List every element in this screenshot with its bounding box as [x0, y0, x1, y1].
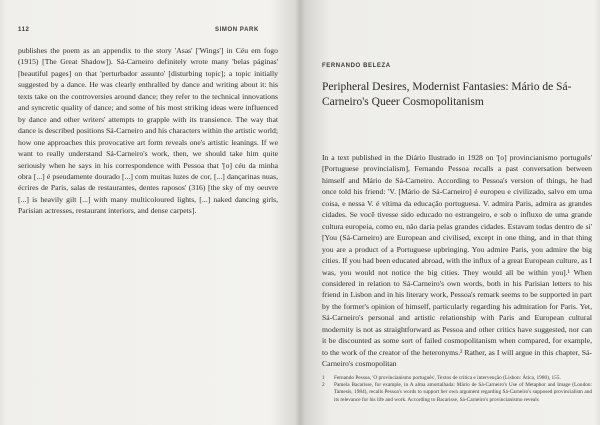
right-body-text: In a text published in the Diário Ilustrado in 1928 on '[o] provincianismo português' [Portuguese provincialism], Fernando Pessoa recalls a past conversation between himself and Mário de Sá-Carneiro. According to Pessoa's version of things, he had once told his friend: 'V. [Mário de Sá-Carneiro] é europeu e civilizado, salvo em uma coisa, e nessa V. é vítima da educação portuguesa. V. admira Paris, admira as grandes cidades. Se você tivesse sido educado no estrangeiro, e sob o influxo de uma grande cultura europeia, como eu, não daria pelas grandes cidades. Estavam todas dentro de si' [You (Sá-Carneiro) are European and civilised, except in one thing, and in that thing you are a product of a Portuguese upbringing. You admire Paris, you admire the big cities. If you had been educated abroad, with the influx of a great European culture, as I was, you would not notice the big cities. They would all be within you].¹ When considered in relation to Sá-Carneiro's own words, both in his Parisian letters to his friend in Lisbon and in his literary work, Pessoa's remark seems to be supported in part by the former's opinion of himself, particularly regarding his admiration for Paris. Yet, Sá-Carneiro's personal and artistic relationship with Paris and European cultural modernity is not as straightforward as Pessoa and other critics have suggested, nor can it be discounted as some sort of failed cosmopolitanism when compared, for example, to the work of the creator of the heteronyms.² Rather, as I will argue in this chapter, Sá-Carneiro's cosmopolitan	[322, 153, 592, 369]
footnotes	[322, 375, 592, 404]
chapter-title: Peripheral Desires, Modernist Fantasies: Mário de Sá-Carneiro's Queer Cosmopolitanism	[322, 81, 572, 108]
footnote-number: 1	[322, 375, 325, 381]
footnote-number: 2	[322, 382, 325, 389]
left-body-text: publishes the poem as an appendix to the story 'Asas' ['Wings'] in Céu em fogo (1915) [The Great Shadow]). Sá-Carneiro definitely wrote many 'belas páginas' [beautiful pages] on that 'perturbador assunto' [disturbing topic]; a topic initially suggested by a dance. He was clearly enthralled by dance and writing about it: his texts take on the controversies around dance; they refer to the technical innovations and syncretic quality of dance; and some of his most striking ideas were influenced by dance and other writers' attempts to grapple with its transience. The way that dance is described positions Sá-Carneiro and his characters within the artistic world; how one approaches this provocative art form reveals one's artistic leanings. If we want to really understand Sá-Carneiro's work, then, we should take him quite seriously when he says in his correspondence with Pessoa that '[o] céu da minha obra [...] é pseudamente dourado [...] com muitas luzes de cor, [...] dançarinas nuas, écrires de Paris, salas de restaurantes, dentes raposos' (316) [the sky of my oeuvre [...] is heavily gilt [...] with many multicoloured lights, [...] naked dancing girls, Parisian actresses, restaurant interiors, and dense carpets].	[18, 46, 278, 216]
right-page	[304, 0, 600, 425]
page-number: 112	[18, 27, 30, 33]
chapter-author: FERNANDO BELEZA	[322, 63, 391, 69]
footnote	[322, 382, 592, 404]
footnote-text: Pamela Bacarisse, for example, in A alma amortalhada: Mário de Sá-Carneiro's Use of Metaphor and Image (London: Tamesis, 1984), recalls Pessoa's words to support her own argument regarding Sá-Carneiro's supposed provincialism and its relevance for his life and work. According to Bacarisse, Sá-Carneiro's provincianismo reveals	[334, 382, 592, 403]
running-head-author: SIMON PARK	[215, 27, 259, 33]
left-page	[0, 0, 292, 425]
footnote-text: Fernando Pessoa, 'O provincianismo português', Textos de crítica e intervenção (Lisbon: Ática, 1980), 155.	[334, 375, 561, 381]
